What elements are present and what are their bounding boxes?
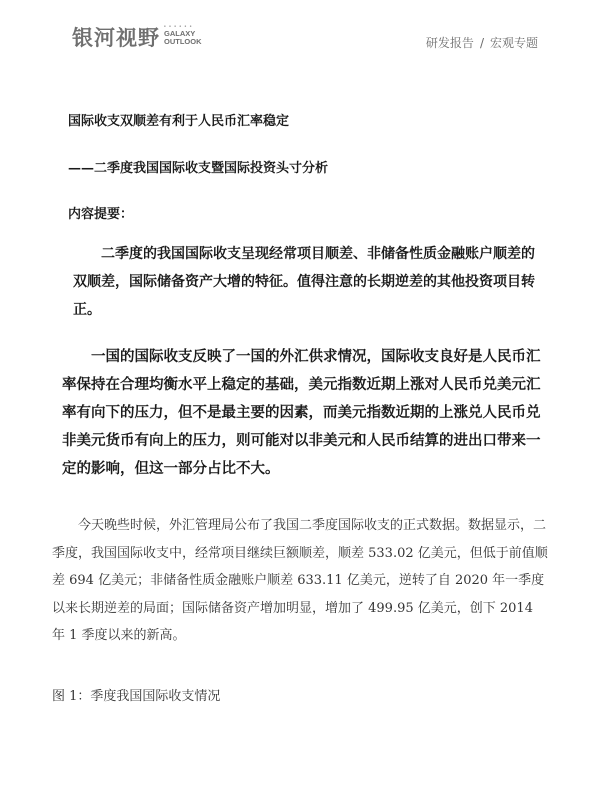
breadcrumb-section[interactable]: 研发报告 xyxy=(425,36,474,50)
article-subtitle: ——二季度我国国际收支暨国际投资头寸分析 xyxy=(68,161,329,176)
logo-english-line1: GALAXY xyxy=(164,29,196,38)
page-header xyxy=(0,0,600,70)
body-paragraph: 今天晚些时候，外汇管理局公布了我国二季度国际收支的正式数据。数据显示，二季度，我国国际收支中，经常项目继续巨额顺差，顺差 533.02 亿美元，但低于前值顺差 694 亿美元；非储备性质金融账户顺差 633.11 亿美元，逆转了自 2020 年一季度以来长期逆差的局面；国际储备资产增加明显，增加了 499.95 亿美元，创下 2014 年 1 季度以来的新高。 xyxy=(52,518,548,643)
logo-chinese-text: 银河视野 xyxy=(72,26,160,50)
breadcrumb xyxy=(426,34,538,51)
figure-caption: 图 1：季度我国国际收支情况 xyxy=(52,689,221,704)
key-point-paragraph: 一国的国际收支反映了一国的外汇供求情况，国际收支良好是人民币汇率保持在合理均衡水平上稳定的基础，美元指数近期上涨对人民币兑美元汇率有向下的压力，但不是最主要的因素，而美元指数近期的上涨兑人民币兑非美元货币有向上的压力，则可能对以非美元和人民币结算的进出口带来一定的影响，但这一部分占比不大。 xyxy=(62,348,541,477)
summary-paragraph: 二季度的我国国际收支呈现经常项目顺差、非储备性质金融账户顺差的双顺差，国际储备资产大增的特征。值得注意的长期逆差的其他投资项目转正。 xyxy=(73,246,535,318)
breadcrumb-separator: / xyxy=(479,36,484,50)
logo-english-text xyxy=(164,25,204,46)
logo-dots-decoration: • • • • • • xyxy=(164,24,193,30)
logo-english-line2: OUTLOOK xyxy=(164,37,202,46)
summary-heading: 内容提要： xyxy=(68,207,134,222)
article-title: 国际收支双顺差有利于人民币汇率稳定 xyxy=(68,114,290,129)
breadcrumb-current[interactable]: 宏观专题 xyxy=(489,36,538,50)
